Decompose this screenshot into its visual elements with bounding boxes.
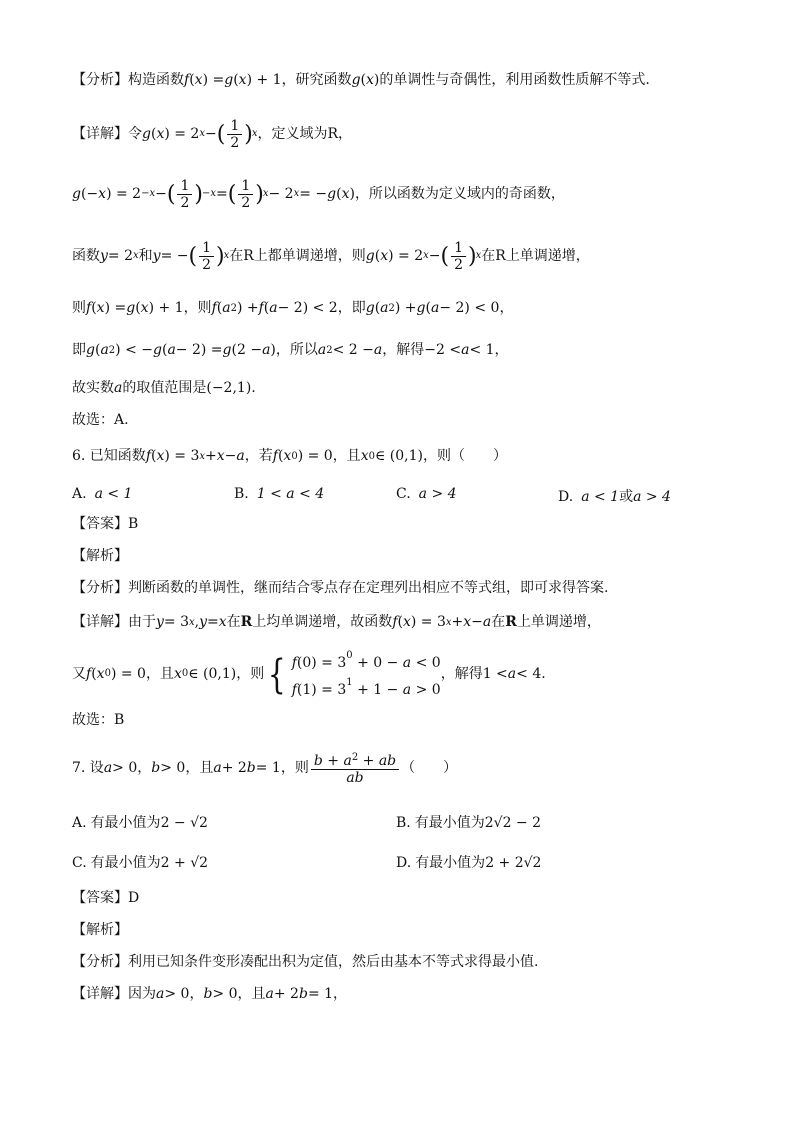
q6-analysis: 【分析】 判断函数的单调性，继而结合零点存在定理列出相应不等式组，即可求得答案. [72,580,609,596]
formula: g [72,185,81,202]
range-line: 故实数 a 的取值范围是 (−2,1) . [72,380,256,396]
analysis-line-q5: 【分析】 构造函数 f ( x ) = g ( x ) + 1 ，研究函数 g ( x ) 的单调性与奇偶性，利用函数性质解不等式. [72,72,650,88]
q6-solution-header: 【解析】 [72,548,128,564]
inequality-system: { $f(0) = 3^0 + 0 - a < 0$ $f(1) = 3^1 + 1 - a > 0$ [268,650,441,698]
detail-label: 【详解】 [72,125,128,142]
q6-option-a: A. a < 1 [72,486,133,502]
q7-option-c: C. 有最小值为2 + √2 [72,855,209,871]
analysis-label: 【分析】 [72,72,128,88]
q6-option-d: D. a < 1或a > 4 [558,489,671,505]
q7-option-a: A. 有最小值为2 − √2 [72,815,208,831]
solve-line: 即 g ( a 2 ) < − g ( a − 2) = g (2 − a ) ，所以 a 2 < 2 − a ，解得 −2 < a < 1 ， [72,342,509,358]
formula: g [142,125,151,142]
q6-answer: 【答案】B [72,516,139,532]
q7-analysis: 【分析】 利用已知条件变形凑配出积为定值，然后由基本不等式求得最小值. [72,954,539,970]
q7-option-d: D. 有最小值为2 + 2√2 [396,855,542,871]
q6-option-b: B. 1 < a < 4 [234,486,325,502]
q6-option-c: C. a > 4 [396,486,457,502]
q6-detail: 【详解】 由于 y = 3 x , y = x 在 R 上均单调递增，故函数 f ( x ) = 3 x + x − a 在 R 上单调递增， [72,614,601,630]
q7-solution-header: 【解析】 [72,922,128,938]
q6-choice: 故选：B [72,712,125,728]
inequality-line: 则 f ( x ) = g ( x ) + 1 ，则 f ( a 2 ) + f ( a − 2) < 2 ，即 g ( a 2 ) + g ( a − 2) < 0 ， [72,300,514,316]
q7-option-b: B. 有最小值为2√2 − 2 [396,815,542,831]
odd-function-line: g (− x ) = 2 −x − ( $\frac{1}{2}$ ) −x = ( $\frac{1}{2}$ ) x − 2 x = − g ( x ) ，所以函数为定义域内的奇函数， [72,178,565,212]
q7-answer: 【答案】D [72,890,140,906]
detail-line-q5: 【详解】 令 g ( x ) = 2 x − ( $\frac{1}{2}$ ) x ，定义域为 R ， [72,118,353,152]
question-6: 6. 已知函数 f ( x ) = 3 x + x − a ，若 f ( x 0 ) = 0 ，且 x 0 ∈ (0,1) ，则（ ） [72,448,507,464]
formula: f [184,72,190,88]
q6-system-line: 又 f ( x 0 ) = 0 ，且 x 0 ∈ (0,1) ，则 { $f(0) = 3^0 + 0 - a < 0$ $f(1) = 3^1 + 1 - a > 0$ ，解得 1 < a < 4 . [72,650,546,698]
question-7: 7. 设 a > 0 ， b > 0 ，且 a + 2 b = 1 ，则 $\frac{b + a^2 + ab}{ab}$ （ ） [72,752,458,787]
q7-detail: 【详解】 因为 a > 0 ， b > 0 ，且 a + 2 b = 1 ， [72,986,348,1002]
choice-line-q5: 故选：A. [72,412,129,428]
monotonic-line: 函数 y = 2 x 和 y = − ( $\frac{1}{2}$ ) x 在 R 上都单调递增，则 g ( x ) = 2 x − ( $\frac{1}{2}$ ) x 在 R 上单调递增， [72,240,590,274]
